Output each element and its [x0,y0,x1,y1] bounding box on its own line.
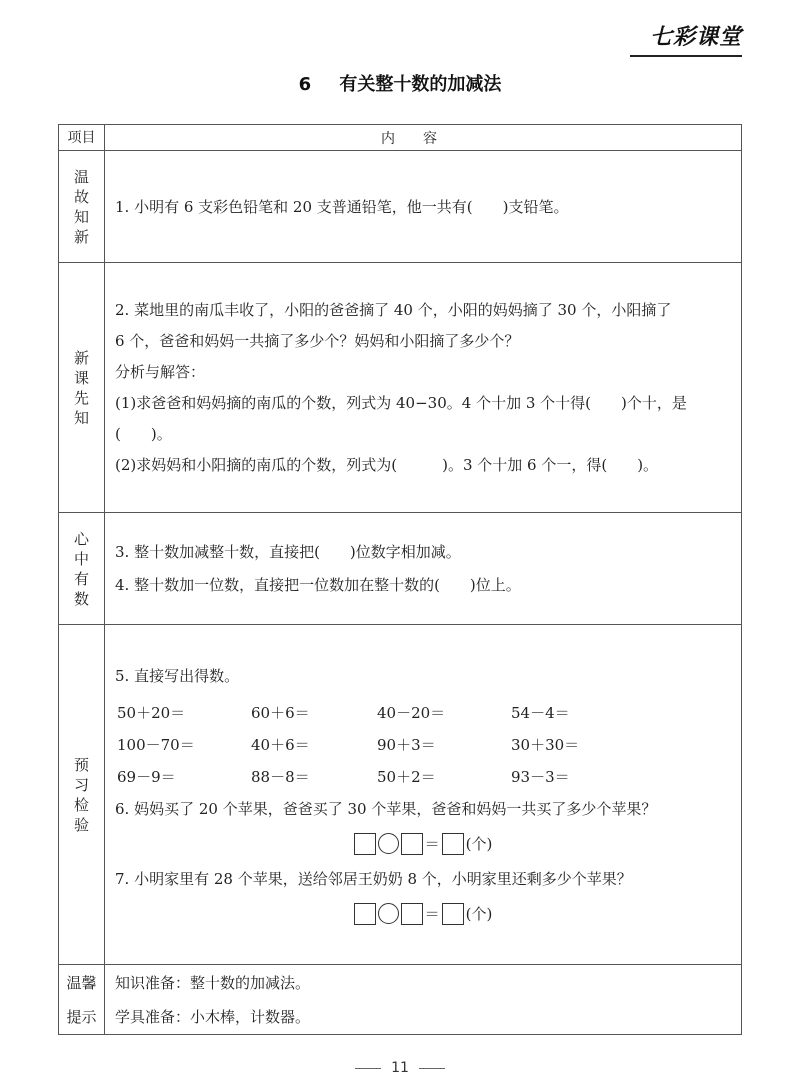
equation: 40＋6＝ [251,735,310,754]
page-footer [0,1060,800,1076]
section-review-content [105,151,742,263]
equals-sign: ＝ [424,905,440,923]
section-tips-label: 温馨 提示 [59,965,105,1035]
question-7: 7. 小明家里有 28 个苹果，送给邻居王奶奶 8 个，小明家里还剩多少个苹果？ [115,869,632,888]
equation: 60＋6＝ [251,703,310,722]
operator-circle[interactable] [378,903,399,924]
answer-box[interactable] [401,903,423,925]
section-new-lesson-content [105,263,742,513]
equals-sign: ＝ [424,835,440,853]
brand-underline [630,55,742,57]
question-6: 6. 妈妈买了 20 个苹果，爸爸买了 30 个苹果，爸爸和妈妈一共买了多少个苹果？ [115,799,657,818]
equation: 93－3＝ [511,767,570,786]
lesson-title: 有关整十数的加减法 [339,74,502,95]
section-tips-row [59,965,742,1035]
section-key-points-row [59,513,742,625]
question-2-line1: 2. 菜地里的南瓜丰收了，小阳的爸爸摘了 40 个，小阳的妈妈摘了 30 个，小阳摘了 [115,300,672,319]
question-5-title: 5. 直接写出得数。 [115,666,240,685]
section-practice-label: 预 习 检 验 [59,625,105,965]
section-practice-row [59,625,742,965]
answer-box[interactable] [354,903,376,925]
worksheet-table [58,124,742,1035]
unit-label: (个) [465,905,493,923]
answer-box[interactable] [401,833,423,855]
question-3: 3. 整十数加减整十数，直接把( )位数字相加减。 [115,542,461,561]
section-review-row [59,151,742,263]
equation: 30＋30＝ [511,735,580,754]
equation: 88－8＝ [251,767,310,786]
section-tips-content [105,965,742,1035]
table-header-row [59,125,742,151]
question-2-part1a: (1)求爸爸和妈妈摘的南瓜的个数，列式为 40−30。4 个十加 3 个十得( )个十，是 [115,393,687,412]
header-item-label: 项目 [59,125,105,151]
tip-knowledge: 知识准备：整十数的加减法。 [115,973,311,992]
page-title [0,70,800,96]
section-new-lesson-row [59,263,742,513]
brand-logo: 七彩课堂 [649,25,742,50]
tip-tools: 学具准备：小木棒，计数器。 [115,1007,311,1026]
question-1: 1. 小明有 6 支彩色铅笔和 20 支普通铅笔，他一共有( )支铅笔。 [115,198,569,216]
equation: 40－20＝ [377,703,446,722]
equation: 54－4＝ [511,703,570,722]
header-content-label: 内容 [105,125,742,151]
question-2-line2: 6 个，爸爸和妈妈一共摘了多少个？妈妈和小阳摘了多少个？ [115,331,520,350]
section-key-points-content [105,513,742,625]
answer-boxes-q7 [115,903,731,925]
equation: 69－9＝ [117,767,176,786]
footer-dash-right [419,1068,445,1069]
equation: 50＋2＝ [377,767,436,786]
section-new-lesson-label: 新 课 先 知 [59,263,105,513]
question-2-part2: (2)求妈妈和小阳摘的南瓜的个数，列式为( )。3 个十加 6 个一，得( )。 [115,455,659,474]
answer-box[interactable] [442,903,464,925]
analysis-heading: 分析与解答： [115,362,206,381]
equation: 90＋3＝ [377,735,436,754]
footer-dash-left [355,1068,381,1069]
section-review-label: 温 故 知 新 [59,151,105,263]
answer-boxes-q6 [115,833,731,855]
question-4: 4. 整十数加一位数，直接把一位数加在整十数的( )位上。 [115,575,521,594]
section-key-points-label: 心 中 有 数 [59,513,105,625]
answer-box[interactable] [442,833,464,855]
equation: 100－70＝ [117,735,195,754]
question-2-part1b: ( )。 [115,424,172,443]
unit-label: (个) [465,835,493,853]
equation: 50＋20＝ [117,703,186,722]
equation-grid [117,701,731,789]
page-number: 11 [391,1060,409,1076]
lesson-number: 6 [298,74,312,95]
answer-box[interactable] [354,833,376,855]
operator-circle[interactable] [378,833,399,854]
section-practice-content [105,625,742,965]
